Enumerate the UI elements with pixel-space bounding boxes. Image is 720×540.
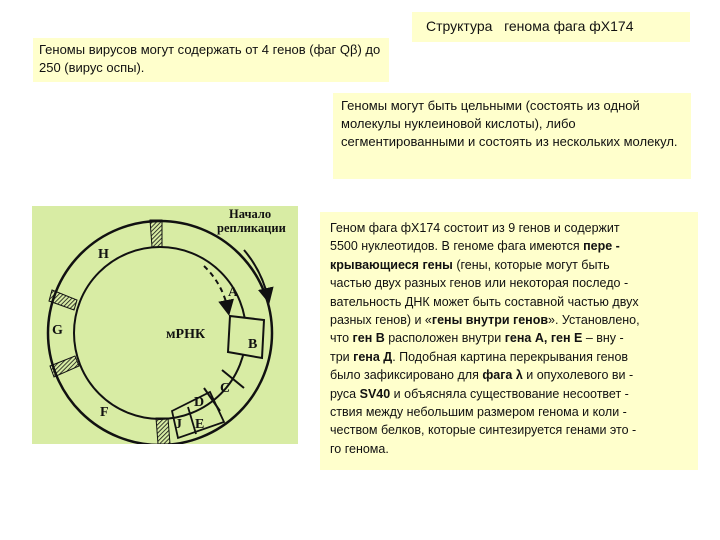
text-line: ствия между небольшим размером генома и коли - — [330, 405, 627, 420]
segment-note: Геномы могут быть цельными (состоять из одной молекулы нуклеиновой кислоты), либо сегментированными и состоять из нескольких молекул. — [333, 93, 691, 179]
gene-b-block — [228, 316, 264, 358]
boundary-marker-left-upper — [49, 290, 77, 310]
boundary-marker-left-lower — [50, 356, 79, 377]
text-line: что ген В расположен внутри гена А, ген Е – вну - — [330, 331, 624, 346]
slide-title: Структура генома фага фХ174 — [412, 12, 690, 42]
gene-label-f: F — [100, 405, 109, 420]
genome-description — [320, 212, 698, 470]
text-line: го генома. — [330, 441, 389, 456]
mrna-arrow — [204, 266, 228, 310]
intro-note: Геномы вирусов могут содержать от 4 генов (фаг Qβ) до 250 (вирус оспы). — [33, 38, 389, 82]
text-line: руса SV40 и объясняла существование несоответ - — [330, 386, 629, 401]
mrna-label: мРНК — [166, 327, 206, 342]
genome-map-svg — [32, 206, 298, 444]
gene-label-g: G — [52, 323, 63, 338]
text-line: чеством белков, которые синтезируется генами это - — [330, 423, 637, 438]
boundary-marker-bottom — [156, 418, 170, 444]
gene-label-j: J — [175, 417, 182, 432]
text-line: вательность ДНК может быть составной частью двух — [330, 294, 639, 309]
text-line: Геном фага фХ174 состоит из 9 генов и содержит — [330, 221, 620, 235]
gene-label-c: C — [220, 381, 231, 396]
replication-start-label-1: Начало — [229, 207, 272, 221]
gene-label-a: A — [228, 285, 239, 300]
gene-label-h: H — [98, 247, 109, 262]
text-line: три гена Д. Подобная картина перекрывания генов — [330, 349, 629, 364]
text-line: разных генов) и «гены внутри генов». Установлено, — [330, 313, 640, 328]
text-line: 5500 нуклеотидов. В геноме фага имеются пере - — [330, 239, 620, 254]
text-line: частью двух разных генов или некоторая последо - — [330, 276, 629, 291]
gene-label-b: B — [248, 337, 258, 352]
phage-genome-diagram — [32, 206, 298, 444]
replication-start-label-2: репликации — [217, 221, 286, 235]
gene-label-d: D — [194, 395, 205, 410]
text-line: было зафиксировано для фага λ и опухолевого ви - — [330, 368, 634, 383]
boundary-marker-top — [150, 220, 162, 247]
gene-label-e: E — [195, 417, 205, 432]
text-line: крывающиеся гены (гены, которые могут быть — [330, 257, 610, 272]
